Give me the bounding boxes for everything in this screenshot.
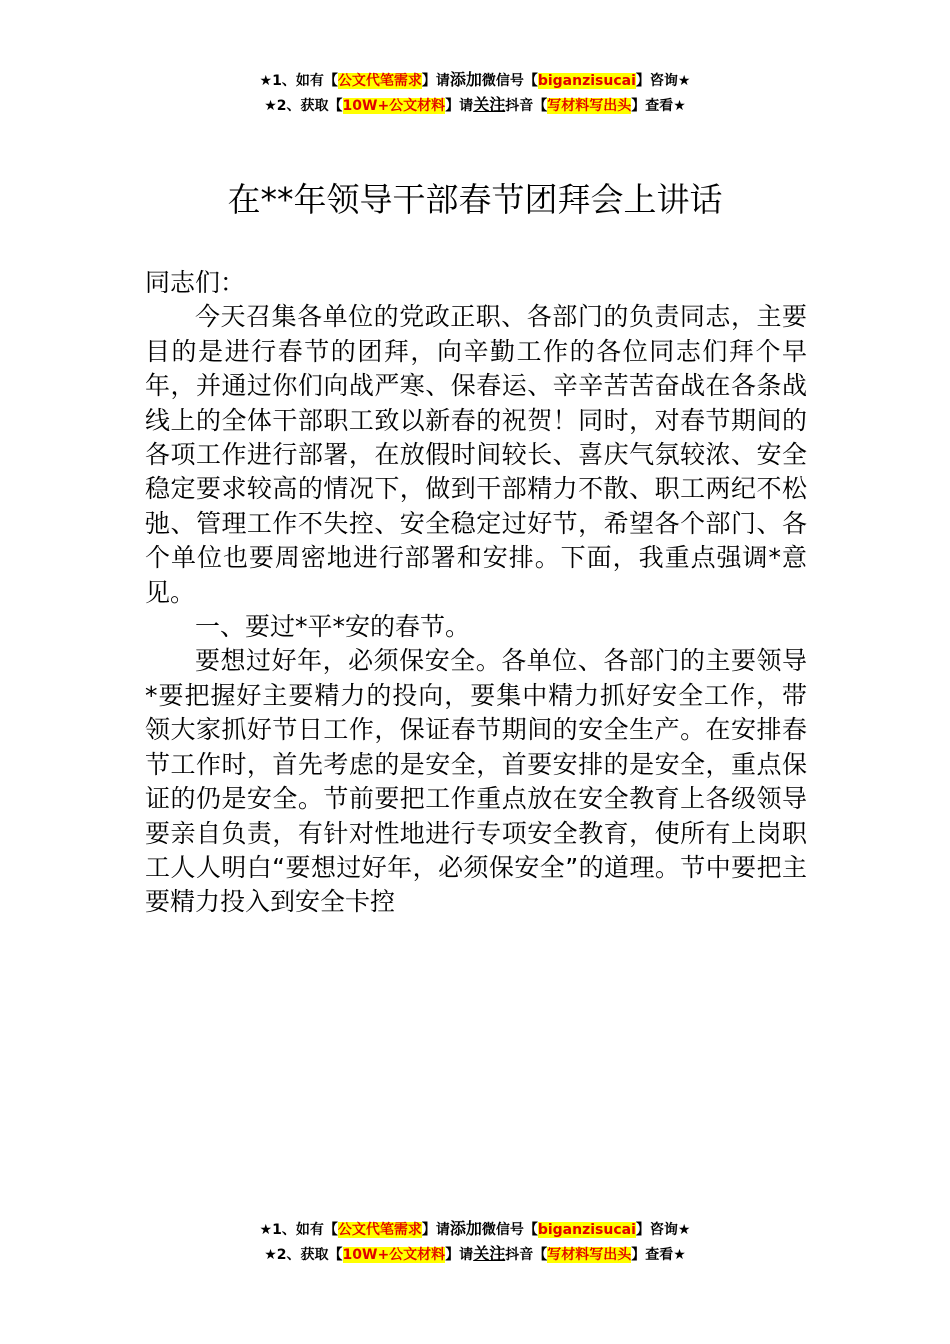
banner-line-1 <box>0 68 950 93</box>
banner-highlight: 10W+公文材料 <box>342 98 446 114</box>
header-banner <box>0 68 950 118</box>
banner-text: 】请 <box>421 1222 450 1238</box>
banner-emphasis: 关注 <box>473 1244 506 1263</box>
banner-text: 】请 <box>421 73 450 89</box>
banner-text: 微信号【 <box>481 1222 538 1238</box>
banner-text: ★2、获取【 <box>264 98 343 114</box>
footer-banner <box>0 1217 950 1267</box>
banner-text: 】咨询★ <box>635 1222 691 1238</box>
document-title: 在**年领导干部春节团拜会上讲话 <box>227 180 723 219</box>
banner-wechat-id: biganzisucai <box>537 1222 636 1238</box>
salutation: 同志们： <box>145 268 246 297</box>
banner-text: 】查看★ <box>631 98 686 114</box>
banner-text: ★1、如有【 <box>259 73 338 89</box>
banner-text: 】请 <box>445 98 474 114</box>
banner-text: 】查看★ <box>631 1247 686 1263</box>
banner-text: 微信号【 <box>481 73 538 89</box>
banner-text: 】咨询★ <box>635 73 691 89</box>
paragraph: 要想过好年，必须保安全。各单位、各部门的主要领导*要把握好主要精力的投向，要集中精力抓好安全工作，带领大家抓好节日工作，保证春节期间的安全生产。在安排春节工作时，首先考虑的是安全，首要安排的是安全，重点保证的仍是安全。节前要把工作重点放在安全教育上各级领导要亲自负责，有针对性地进行专项安全教育，使所有上岗职工人人明白“要想过好年，必须保安全”的道理。节中要把主要精力投入到安全卡控 <box>145 646 807 917</box>
banner-line-1 <box>0 1217 950 1242</box>
banner-emphasis: 关注 <box>473 95 506 114</box>
paragraph: 今天召集各单位的党政正职、各部门的负责同志，主要目的是进行春节的团拜，向辛勤工作的各位同志们拜个早年，并通过你们向战严寒、保春运、辛辛苦苦奋战在各条战线上的全体干部职工致以新春的祝贺！同时，对春节期间的各项工作进行部署，在放假时间较长、喜庆气氛较浓、安全稳定要求较高的情况下，做到干部精力不散、职工两纪不松弛、管理工作不失控、安全稳定过好节，希望各个部门、各个单位也要周密地进行部署和安排。下面，我重点强调*意见。 <box>145 302 807 607</box>
banner-douyin-id: 写材料写出头 <box>547 98 632 114</box>
document-body <box>145 266 807 920</box>
banner-wechat-id: biganzisucai <box>537 73 636 89</box>
banner-text: 抖音【 <box>505 1247 548 1263</box>
banner-emphasis: 添加 <box>449 1219 482 1238</box>
banner-douyin-id: 写材料写出头 <box>547 1247 632 1263</box>
banner-emphasis: 添加 <box>449 70 482 89</box>
banner-text: 】请 <box>445 1247 474 1263</box>
banner-text: 抖音【 <box>505 98 548 114</box>
banner-line-2 <box>0 93 950 118</box>
banner-line-2 <box>0 1242 950 1267</box>
banner-highlight: 公文代笔需求 <box>337 1222 422 1238</box>
banner-text: ★2、获取【 <box>264 1247 343 1263</box>
banner-text: ★1、如有【 <box>259 1222 338 1238</box>
section-heading: 一、要过*平*安的春节。 <box>195 612 471 642</box>
banner-highlight: 10W+公文材料 <box>342 1247 446 1263</box>
banner-highlight: 公文代笔需求 <box>337 73 422 89</box>
